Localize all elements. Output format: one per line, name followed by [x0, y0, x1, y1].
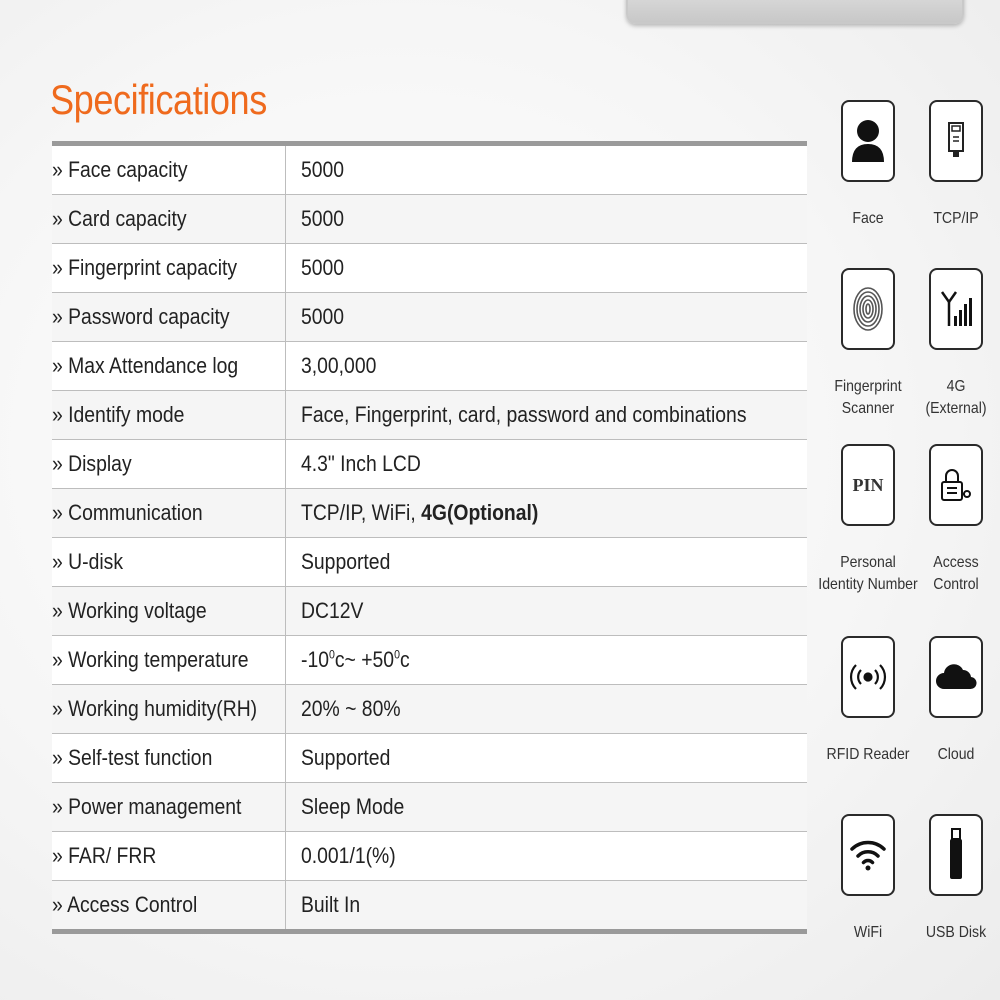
feature-label: Personal Identity Number [818, 554, 918, 593]
spec-key: » Working voltage [52, 598, 207, 623]
table-row [52, 783, 807, 832]
table-row [52, 391, 807, 440]
spec-value: DC12V [301, 598, 364, 623]
spec-key: » FAR/ FRR [52, 843, 157, 868]
temp-mid: c~ +50 [334, 647, 395, 672]
spec-value: 5000 [301, 255, 345, 280]
feature-label: Access Control [933, 554, 979, 593]
spec-value: Sleep Mode [301, 794, 405, 819]
table-row [52, 538, 807, 587]
spec-key: » U-disk [52, 549, 124, 574]
spec-table [52, 141, 807, 934]
spec-key: » Self-test function [52, 745, 213, 770]
spec-key: » Fingerprint capacity [52, 255, 238, 280]
table-row [52, 489, 807, 538]
temp-unit: c [400, 647, 410, 672]
feature-label: Cloud [937, 746, 975, 763]
spec-key: » Working temperature [52, 647, 249, 672]
table-row [52, 244, 807, 293]
spec-key: » Face capacity [52, 157, 188, 182]
feature-label: WiFi [853, 924, 883, 941]
feature-usb-disk [886, 814, 1000, 944]
spec-key: » Communication [52, 500, 203, 525]
spec-value: 5000 [301, 304, 345, 329]
spec-value-plain: TCP/IP, WiFi, [301, 500, 422, 525]
degree-mark: 0 [394, 647, 401, 662]
feature-4g [886, 268, 1000, 420]
feature-label: USB Disk [925, 924, 987, 941]
table-row [52, 342, 807, 391]
feature-label: TCP/IP [933, 210, 979, 227]
feature-label: Fingerprint Scanner [834, 378, 902, 417]
spec-value: 20% ~ 80% [301, 696, 401, 721]
spec-key: » Display [52, 451, 132, 476]
spec-value: 3,00,000 [301, 353, 377, 378]
spec-key: » Access Control [52, 892, 198, 917]
signal-4g-icon [929, 268, 983, 350]
table-row [52, 440, 807, 489]
spec-value: 0.001/1(%) [301, 843, 396, 868]
table-row [52, 685, 807, 734]
table-row [52, 144, 807, 195]
table-row [52, 587, 807, 636]
spec-key: » Working humidity(RH) [52, 696, 258, 721]
table-row [52, 881, 807, 932]
spec-value [301, 500, 538, 526]
pin-icon-text: PIN [852, 475, 884, 495]
feature-cloud [886, 636, 1000, 766]
spec-value: Supported [301, 549, 391, 574]
table-row [52, 636, 807, 685]
cloud-icon [929, 636, 983, 718]
table-row [52, 832, 807, 881]
spec-key: » Max Attendance log [52, 353, 239, 378]
feature-label: RFID Reader [826, 746, 910, 763]
temp-low: -10 [301, 647, 330, 672]
page-title: Specifications [50, 76, 267, 123]
feature-access-control [886, 444, 1000, 596]
spec-value: Supported [301, 745, 391, 770]
spec-key: » Card capacity [52, 206, 187, 231]
spec-key: » Identify mode [52, 402, 185, 427]
table-row [52, 195, 807, 244]
feature-label: Face [852, 210, 884, 227]
usb-disk-icon [929, 814, 983, 896]
spec-value-bold: 4G(Optional) [421, 500, 539, 525]
spec-key: » Password capacity [52, 304, 230, 329]
spec-value: Face, Fingerprint, card, password and combinations [301, 402, 747, 427]
top-banner-button [626, 0, 964, 24]
lock-key-icon [929, 444, 983, 526]
spec-value: Built In [301, 892, 361, 917]
feature-tcpip [886, 100, 1000, 230]
table-row [52, 734, 807, 783]
spec-value: 5000 [301, 206, 345, 231]
spec-value: 5000 [301, 157, 345, 182]
feature-label: 4G (External) [925, 378, 987, 417]
ethernet-icon [929, 100, 983, 182]
spec-value: 4.3" Inch LCD [301, 451, 421, 476]
table-row [52, 293, 807, 342]
degree-mark: 0 [329, 647, 335, 662]
spec-value [301, 647, 410, 673]
spec-key: » Power management [52, 794, 242, 819]
